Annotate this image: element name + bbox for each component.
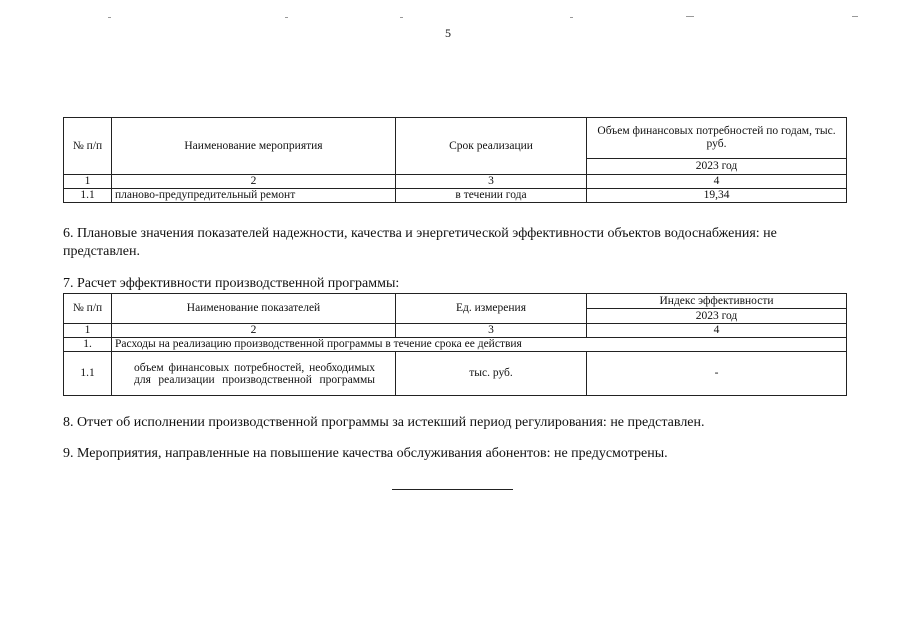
header-efficiency-index: Индекс эффективности (587, 294, 847, 309)
page-number: 5 (445, 26, 451, 40)
scan-speck (400, 17, 403, 18)
numbering-row (64, 175, 847, 189)
header-no: № п/п (64, 294, 112, 324)
table-row (64, 189, 847, 203)
group-row-text: Расходы на реализацию производственной программы в течение срока ее действия (112, 338, 847, 352)
numbering-cell: 4 (587, 175, 847, 189)
scan-speck (686, 16, 694, 17)
header-unit: Ед. измерения (396, 294, 587, 324)
header-indicator-name: Наименование показателей (112, 294, 396, 324)
activities-table (63, 117, 847, 203)
row-no: 1.1 (64, 189, 112, 203)
scan-speck (108, 17, 111, 18)
scan-speck (570, 17, 573, 18)
row-term: в течении года (396, 189, 587, 203)
numbering-cell: 1 (64, 324, 112, 338)
section-7-title: 7. Расчет эффективности производственной программы: (63, 276, 400, 291)
row-value: - (587, 352, 847, 396)
header-activity-name: Наименование мероприятия (112, 118, 396, 175)
row-activity-name: планово-предупредительный ремонт (112, 189, 396, 203)
header-year: 2023 год (587, 309, 847, 324)
header-term: Срок реализации (396, 118, 587, 175)
numbering-row (64, 324, 847, 338)
row-unit: тыс. руб. (396, 352, 587, 396)
scan-speck (285, 17, 288, 18)
header-no: № п/п (64, 118, 112, 175)
header-financial-volume: Объем финансовых потребностей по годам, тыс. руб. (587, 118, 847, 159)
scan-speck (852, 16, 858, 17)
efficiency-table (63, 293, 847, 396)
header-year: 2023 год (587, 159, 847, 175)
closing-rule (392, 489, 513, 490)
row-indicator-name: объем финансовых потребностей, необходимых для реализации производственной программы (112, 352, 396, 396)
numbering-cell: 1 (64, 175, 112, 189)
numbering-cell: 3 (396, 324, 587, 338)
row-value: 19,34 (587, 189, 847, 203)
section-8-text: 8. Отчет об исполнении производственной программы за истекший период регулирования: не представлен. (63, 415, 705, 430)
numbering-cell: 4 (587, 324, 847, 338)
numbering-cell: 3 (396, 175, 587, 189)
section-9-text: 9. Мероприятия, направленные на повышение качества обслуживания абонентов: не предусмотрены. (63, 446, 668, 461)
group-row (64, 338, 847, 352)
numbering-cell: 2 (112, 175, 396, 189)
section-6-text: 6. Плановые значения показателей надежности, качества и энергетической эффективности объектов водоснабжения: не представлен. (63, 226, 777, 259)
row-no: 1.1 (64, 352, 112, 396)
group-row-no: 1. (64, 338, 112, 352)
table-row (64, 352, 847, 396)
numbering-cell: 2 (112, 324, 396, 338)
